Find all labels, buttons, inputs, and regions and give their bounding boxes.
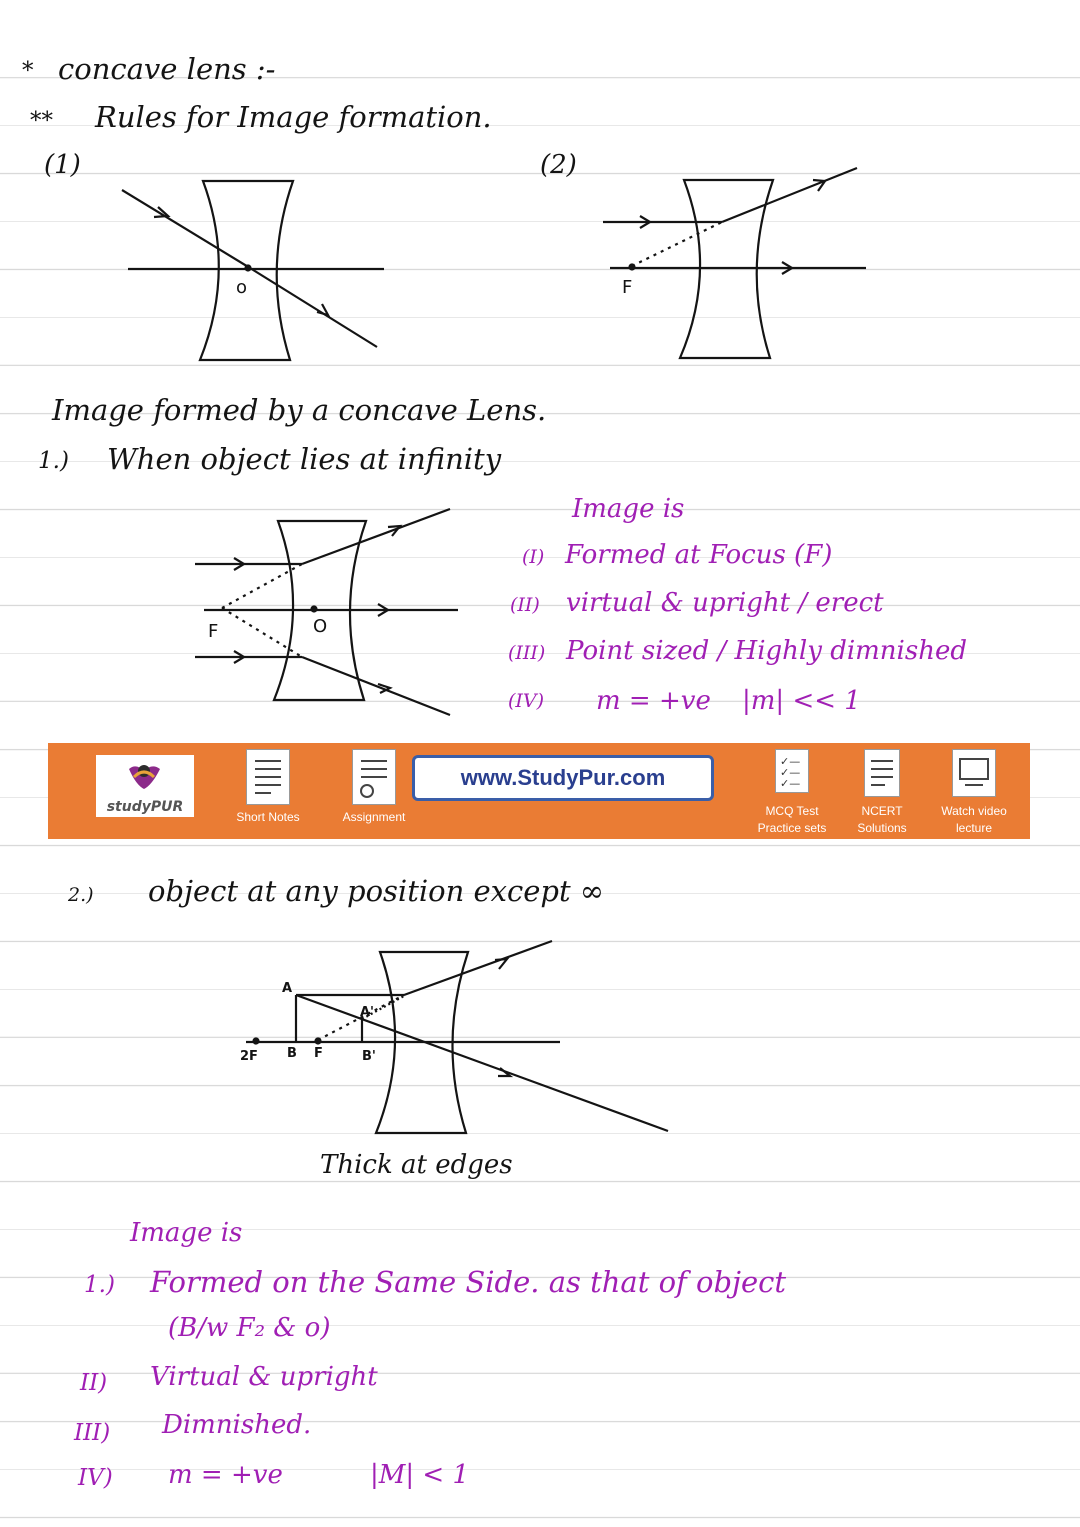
case2-label-b-prime: B' [362,1049,376,1064]
case2-label-a-prime: A' [360,1005,375,1020]
case2-point4-extra: |M| < 1 [370,1460,469,1490]
case1-label-o: O [313,616,328,637]
logo-text: studyPUR [106,799,184,815]
case1-point1-text: Formed at Focus (F) [565,540,833,570]
case1-point4-text: m = +ve [596,686,711,716]
mcq-test-label: MCQ Test Practice sets [757,804,827,835]
case2-image-is: Image is [130,1218,243,1248]
case2-point3-text: Dimnished. [162,1410,312,1440]
case2-label-b: B [287,1046,297,1061]
case1-label-f: F [208,621,219,642]
case1-point2-text: virtual & upright / erect [566,588,884,618]
ncert-solutions-label: NCERT Solutions [857,804,907,835]
case1-point1-num: (I) [522,546,545,568]
case2-label-a: A [282,981,293,996]
case2-point3-num: III) [74,1420,111,1446]
case2-point1-num: 1.) [84,1272,115,1298]
page-heading: concave lens :- [58,52,276,86]
case2-point4-text: m = +ve [168,1460,283,1490]
heading-bullet: * [22,58,34,84]
rules-bullet: ** [30,108,53,134]
case1-point3-num: (III) [508,642,546,664]
short-notes-label: Short Notes [236,810,300,824]
diagram1-label-o: o [236,277,248,298]
case2-point2-text: Virtual & upright [150,1362,378,1392]
rules-heading: Rules for Image formation. [95,100,492,134]
case2-point1-text: Formed on the Same Side. as that of object [150,1265,787,1299]
case2-point2-num: II) [80,1370,108,1396]
case1-point2-num: (II) [510,594,540,616]
case2-caption: Thick at edges [320,1150,513,1180]
case2-label-2f: 2F [240,1049,258,1064]
studypur-url-link[interactable]: www.StudyPur.com [412,755,714,801]
case1-point4-num: (IV) [508,690,545,712]
case2-point4-num: IV) [78,1465,113,1491]
checklist-icon: ✓— ✓— ✓— [775,749,809,793]
diagram2-label-f: F [622,277,633,298]
case2-label-f: F [314,1046,323,1061]
section-title: Image formed by a concave Lens. [52,393,547,427]
case1-number: 1.) [38,448,69,474]
assignment-label: Assignment [342,810,406,824]
case2-title: object at any position except ∞ [148,874,604,908]
case1-title: When object lies at infinity [107,442,502,476]
case1-image-is: Image is [572,494,685,524]
diagram1-number: (1) [44,150,81,180]
case2-point1b-text: (B/w F₂ & o) [168,1313,331,1343]
case1-point3-text: Point sized / Highly dimnished [566,636,967,666]
case1-point4-extra: |m| << 1 [742,686,861,716]
case2-number: 2.) [68,884,94,906]
watch-video-label: Watch video lecture [941,804,1007,835]
diagram2-number: (2) [540,150,577,180]
